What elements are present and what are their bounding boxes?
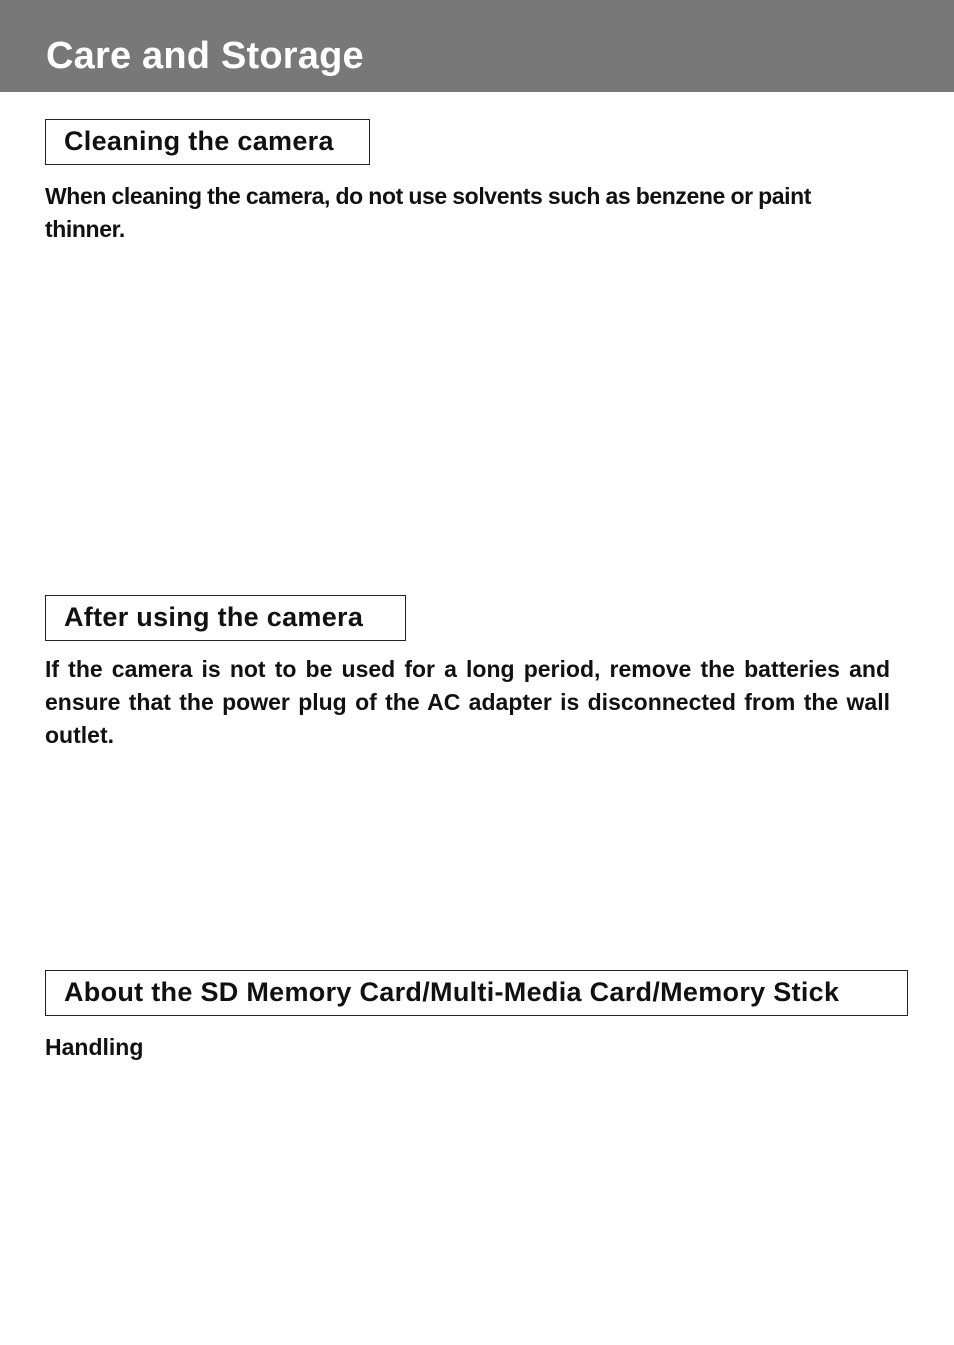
section-heading-memory-card: About the SD Memory Card/Multi-Media Card/Memory Stick [45, 970, 908, 1016]
section-heading-cleaning: Cleaning the camera [45, 119, 370, 165]
after-use-paragraph: If the camera is not to be used for a long period, remove the batteries and ensure that the power plug of the AC adapter is disconnected from the wall outlet. [45, 656, 890, 748]
handling-subheading: Handling [45, 1034, 144, 1060]
section-heading-after-use: After using the camera [45, 595, 406, 641]
cleaning-paragraph: When cleaning the camera, do not use solvents such as benzene or paint thinner. [45, 183, 812, 242]
page-title: Care and Storage [46, 35, 364, 77]
page-header-bar [0, 0, 954, 92]
